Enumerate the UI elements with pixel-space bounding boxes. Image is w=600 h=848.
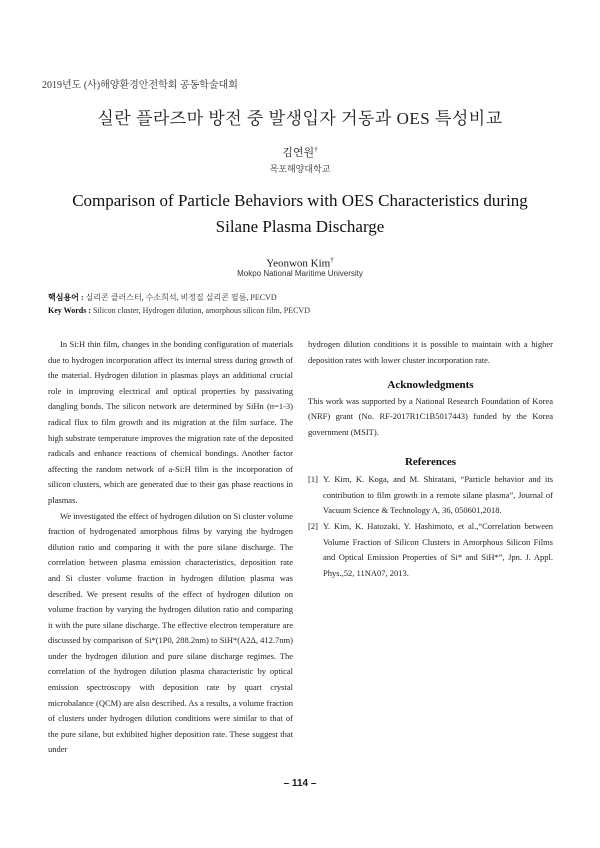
reference-list (308, 472, 553, 581)
keywords-korean (48, 292, 277, 303)
keywords-en-text: Silicon cluster, Hydrogen dilution, amorphous silicon film, PECVD (92, 306, 310, 315)
reference-item (308, 472, 553, 519)
keywords-ko-text: 실리콘 클러스터, 수소희석, 비정질 실리콘 필름, PECVD (85, 293, 277, 302)
reference-number: [1] (308, 474, 318, 485)
corresponding-marker: † (314, 145, 318, 154)
korean-author (0, 144, 600, 160)
body-paragraph-2: We investigated the effect of hydrogen dilution on Si cluster volume fraction of hydrogenated amorphous films by varying the hydrogen dilution ratio and comparing it with the pure silane discharge. The correlation between plasma emission characteristics, deposition rate and Si cluster volume fraction in hydrogen dilution plasma was described. We present results of the effect of hydrogen dilution on volume fraction by varying the hydrogen dilution ratio and comparing it with the pure silane discharge. The effective electron temperature are discussed by comparison of Si*(1P0, 288.2nm) to SiH*(A2Δ, 412.7nm) under the hydrogen dilution and pure silane discharge regimes. The correlation of the hydrogen dilution plasma characteristic by optical emission spectroscopy with deposition rate by quart crystal microbalance (QCM) are also described. As a results, a volume fraction of clusters under hydrogen dilution conditions were similar to that of the pure silane, but exhibited higher deposition rate. These suggest that under (48, 510, 293, 755)
page-number: – 114 – (283, 778, 317, 789)
references-heading: References (404, 455, 457, 468)
right-column (308, 337, 553, 581)
acknowledgments-heading: Acknowledgments (387, 379, 474, 392)
author-name-en: Yeonwon Kim (266, 257, 331, 270)
english-author (0, 256, 600, 270)
corresponding-marker-en: † (330, 256, 334, 264)
author-name-ko: 김연원 (282, 147, 315, 159)
keywords-ko-label: 핵심용어 : (48, 293, 84, 302)
reference-text: Y. Kim, K. Hatozaki, Y. Hashimoto, et al.,“Correlation between Volume Fraction of Silicon Clusters in Amorphous Silicon Films and Optical Emission Properties of Si* and SiH*”, Jpn. J. Appl. Phys.,52, 11NA07, 2013. (323, 520, 553, 578)
conference-header: 2019년도 (사)해양환경안전학회 공동학술대회 (42, 80, 238, 91)
keywords-english (48, 306, 310, 315)
keywords-en-label: Key Words : (48, 306, 91, 315)
acknowledgments-text: This work was supported by a National Research Foundation of Korea (NRF) grant (No. RF-2017R1C1B5017443) funded by the Korea government (MSIT). (308, 395, 553, 437)
korean-title: 실란 플라즈마 방전 중 발생입자 거동과 OES 특성비교 (97, 109, 503, 128)
english-title: Comparison of Particle Behaviors with OES Characteristics during Silane Plasma Discharge (72, 191, 528, 236)
korean-affiliation: 목포해양대학교 (269, 164, 331, 174)
body-paragraph-1: In Si:H thin film, changes in the bonding configuration of materials due to hydrogen incorporation affect its internal stress during growth of the material. Hydrogen dilution in plasmas plays an additional crucial role in improving electrical and optical properties by passivating dangling bonds. The silicon network are determined by SiHn (n=1-3) radical flux to film growth and its migration at the film surface. The high substrate temperature improves the migration rate of the deposited radicals and enhance reactions of chemical bondings. Another factor affecting the random network of a-Si:H film is the incorporation of silicon clusters, which are generated due to their gas phase reactions in plasmas. (48, 339, 293, 505)
english-affiliation: Mokpo National Maritime University (237, 269, 363, 278)
reference-number: [2] (308, 520, 318, 531)
reference-item (308, 519, 553, 581)
left-column (48, 337, 293, 758)
body-paragraph-continuation: hydrogen dilution conditions it is possible to maintain with a higher deposition rates with lower cluster incorporation rate. (308, 339, 553, 365)
reference-text: Y. Kim, K. Koga, and M. Shiratani, “Particle behavior and its contribution to film growth in a remote silane plasma”, Journal of Vacuum Science & Technology A, 36, 050601,2018. (323, 474, 553, 516)
